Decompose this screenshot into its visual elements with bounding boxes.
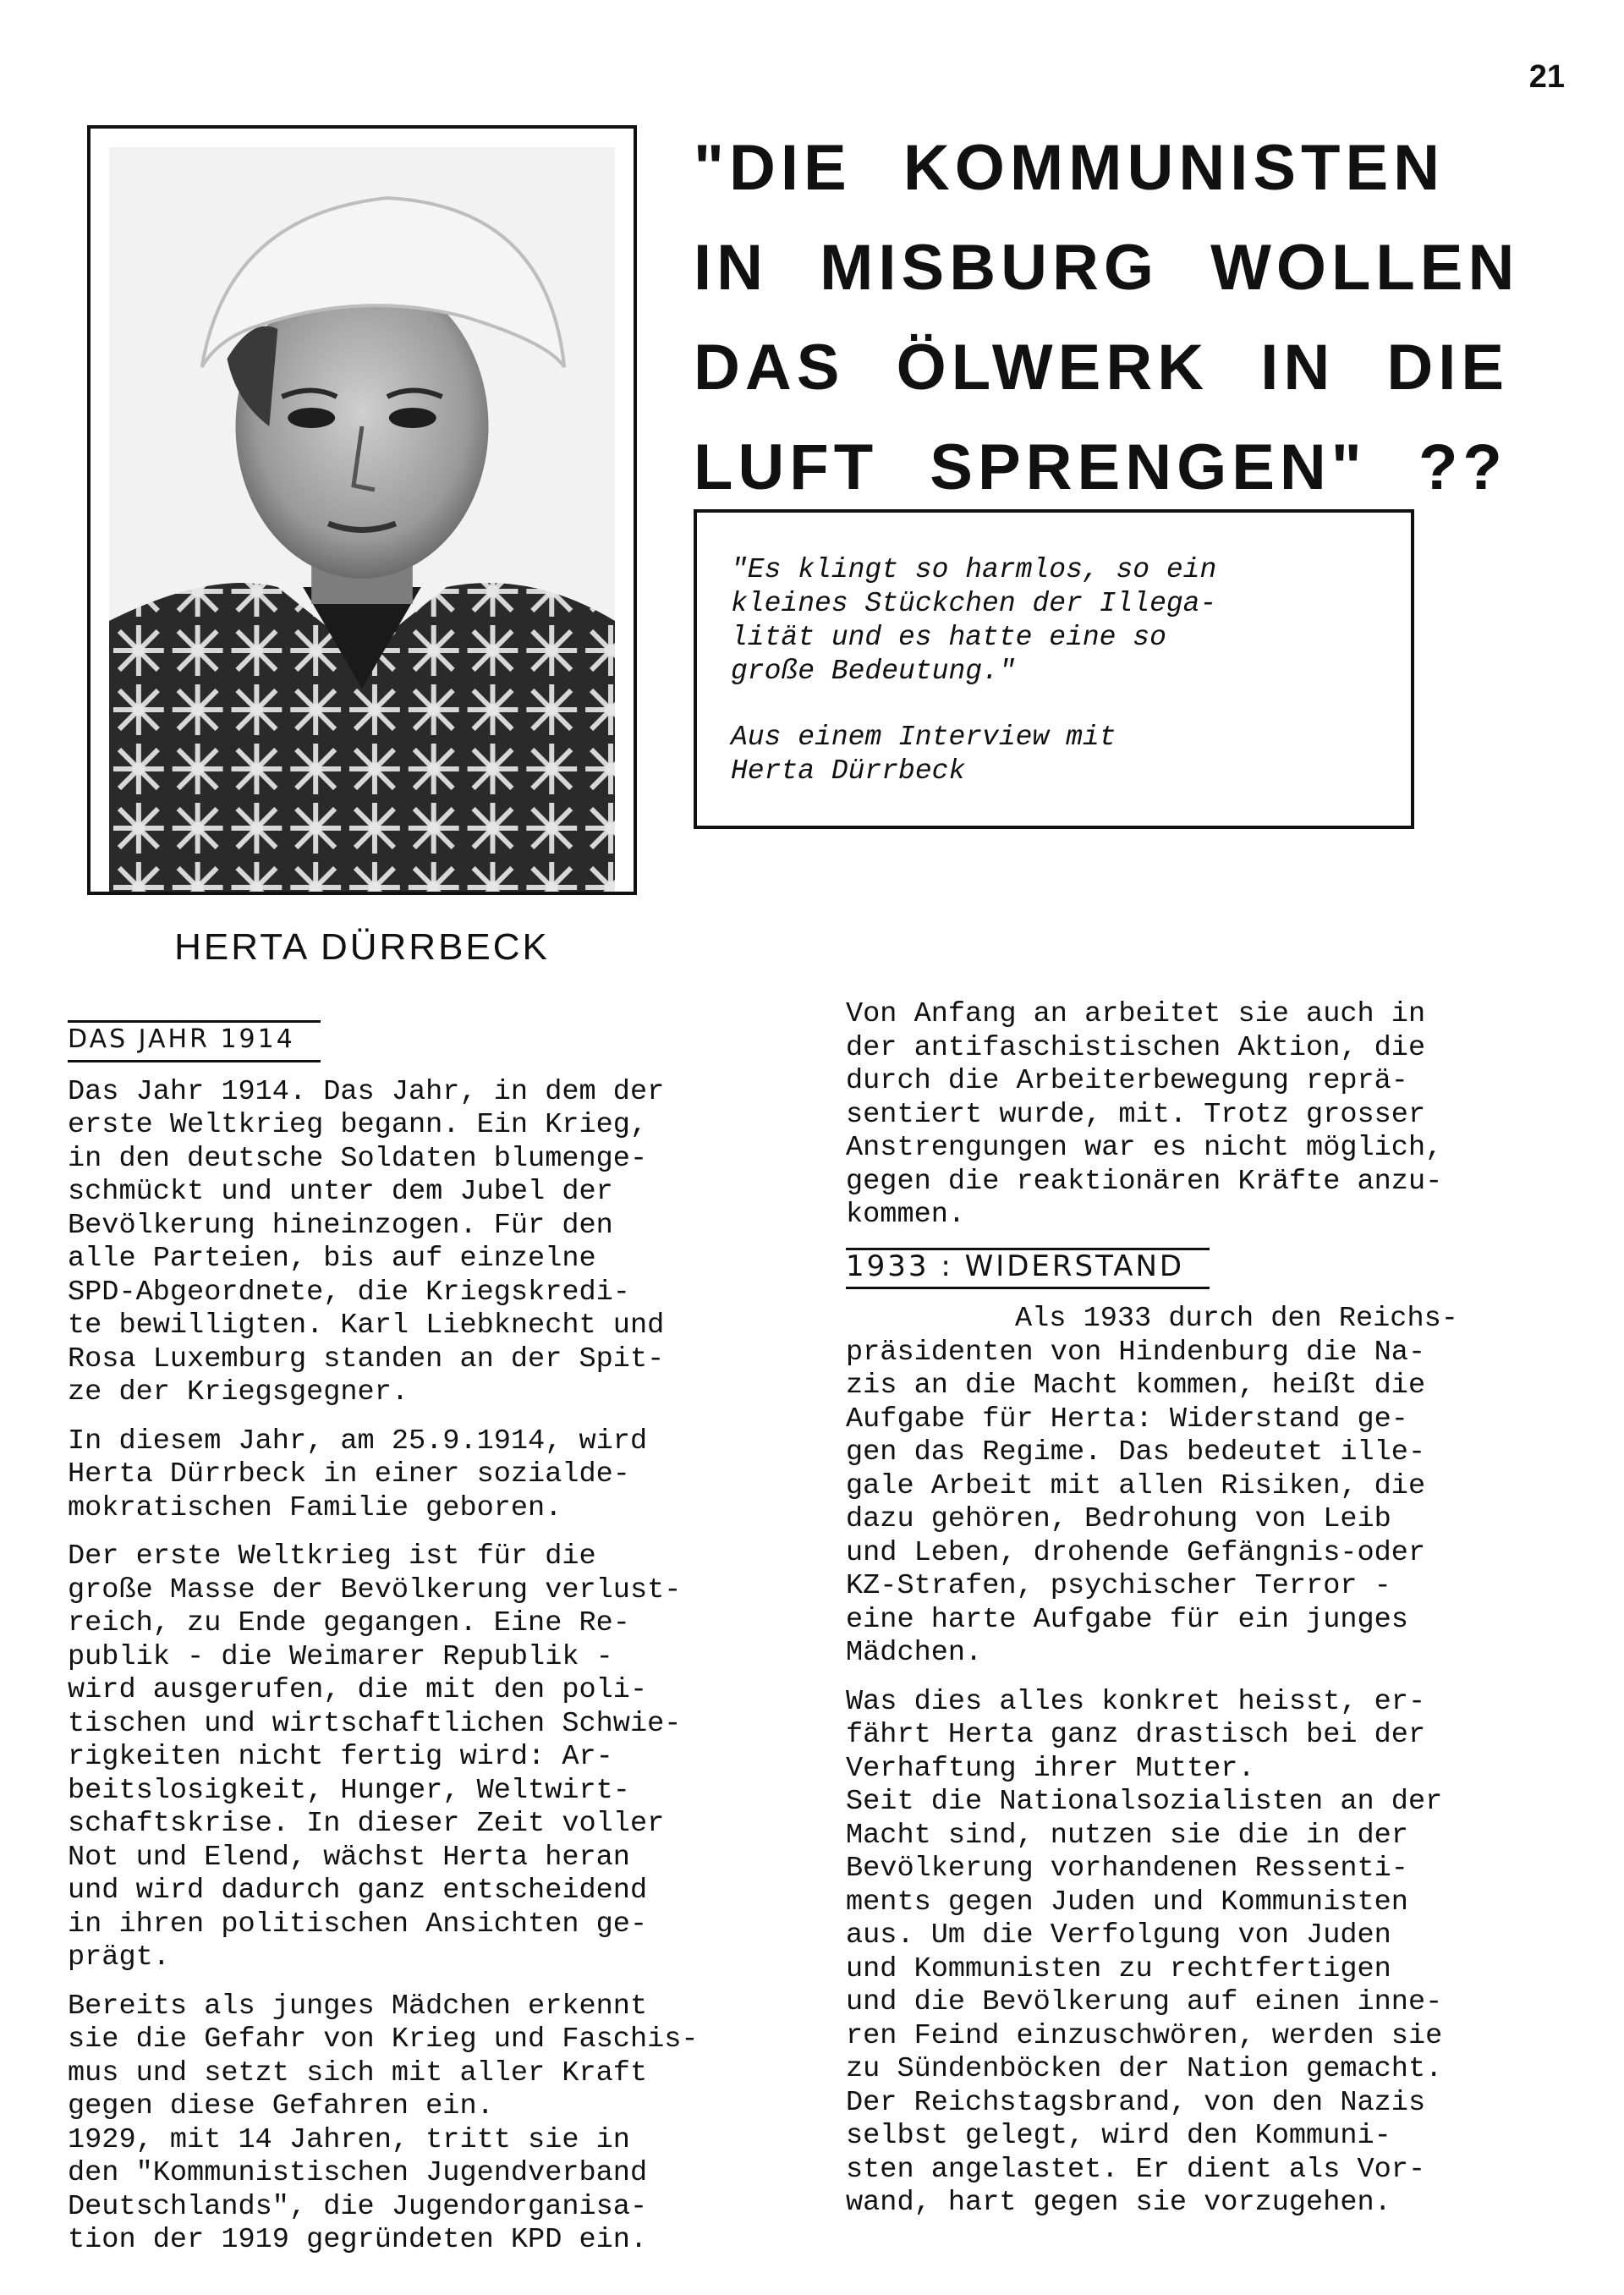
portrait-photo-icon	[109, 147, 615, 892]
portrait-photo-frame	[87, 125, 637, 895]
left-paragraph-3: Der erste Weltkrieg ist für die große Masse der Bevölkerung verlust- reich, zu Ende gegangen. Eine Re- publik - die Weimarer Republik - wird ausgerufen, die mit den poli- tischen und wirtschaftlichen Schwie- rigkeiten nicht fertig wird: Ar- beitslosigkeit, Hunger, Weltwirt- schaftskrise. In dieser Zeit voller Not und Elend, wächst Herta heran und wird dadurch ganz entscheidend in ihren politischen Ansichten ge- prägt.	[68, 1540, 682, 1974]
headline-line-1: "DIE KOMMUNISTEN	[694, 132, 1446, 204]
left-paragraph-4: Bereits als junges Mädchen erkennt sie die Gefahr von Krieg und Faschis- mus und setzt sich mit aller Kraft gegen diese Gefahren ein. 1929, mit 14 Jahren, tritt sie in den "Kommunistischen Jugendverband Deutschlands", die Jugendorganisa- tion der 1919 gegründeten KPD ein.	[68, 1990, 699, 2256]
right-column	[846, 998, 1573, 2236]
headline-line-4: LUFT SPRENGEN" ??	[694, 431, 1507, 503]
left-column	[68, 1015, 812, 2273]
right-paragraph-1: Als 1933 durch den Reichs- präsidenten von Hindenburg die Na- zis an die Macht kommen, heißt die Aufgabe für Herta: Widerstand ge- gen das Regime. Das bedeutet ille- gale Arbeit mit allen Risiken, die dazu gehören, Bedrohung von Leib und Leben, drohende Gefängnis-oder KZ-Strafen, psychischer Terror - eine harte Aufgabe für ein junges Mädchen.	[846, 1303, 1458, 1669]
right-intro-paragraph: Von Anfang an arbeitet sie auch in der antifaschistischen Aktion, die durch die Arbeiterbewegung reprä- sentiert wurde, mit. Trotz grosser Anstrengungen war es nicht möglich, gegen die reaktionären Kräfte anzu- kommen.	[846, 998, 1443, 1231]
section-heading-1933: 1933 : WIDERSTAND	[846, 1248, 1210, 1290]
headline-line-2: IN MISBURG WOLLEN	[694, 232, 1520, 304]
headline	[694, 118, 1556, 518]
quote-text: "Es klingt so harmlos, so ein kleines Stückchen der Illega- lität und es hatte eine so große Bedeutung."	[731, 554, 1217, 687]
quote-source: Aus einem Interview mit Herta Dürrbeck	[731, 722, 1116, 787]
headline-line-3: DAS ÖLWERK IN DIE	[694, 332, 1510, 404]
page-number: 21	[1528, 59, 1565, 95]
photo-caption: HERTA DÜRRBECK	[174, 926, 550, 968]
quote-box	[694, 509, 1414, 829]
right-paragraph-2: Was dies alles konkret heisst, er- fährt Herta ganz drastisch bei der Verhaftung ihrer Mutter. Seit die Nationalsozialisten an der Macht sind, nutzen sie die in der Bevölkerung vorhandenen Ressenti- ments gegen Juden und Kommunisten aus. Um die Verfolgung von Juden und Kommunisten zu rechtfertigen und die Bevölkerung auf einen inne- ren Feind einzuschwören, werden sie zu Sündenböcken der Nation gemacht. Der Reichstagsbrand, von den Nazis selbst gelegt, wird den Kommuni- sten angelastet. Er dient als Vor- wand, hart gegen sie vorzugehen.	[846, 1685, 1443, 2219]
left-paragraph-1: Das Jahr 1914. Das Jahr, in dem der erste Weltkrieg begann. Ein Krieg, in den deutsche Soldaten blumenge- schmückt und unter dem Jubel der Bevölkerung hineinzogen. Für den alle Parteien, bis auf einzelne SPD-Abgeordnete, die Kriegskredi- te bewilligten. Karl Liebknecht und Rosa Luxemburg standen an der Spit- ze der Kriegsgegner.	[68, 1075, 665, 1408]
section-heading-1914: DAS JAHR 1914	[68, 1020, 321, 1062]
left-paragraph-2: In diesem Jahr, am 25.9.1914, wird Herta Dürrbeck in einer sozialde- mokratischen Familie geboren.	[68, 1425, 648, 1524]
